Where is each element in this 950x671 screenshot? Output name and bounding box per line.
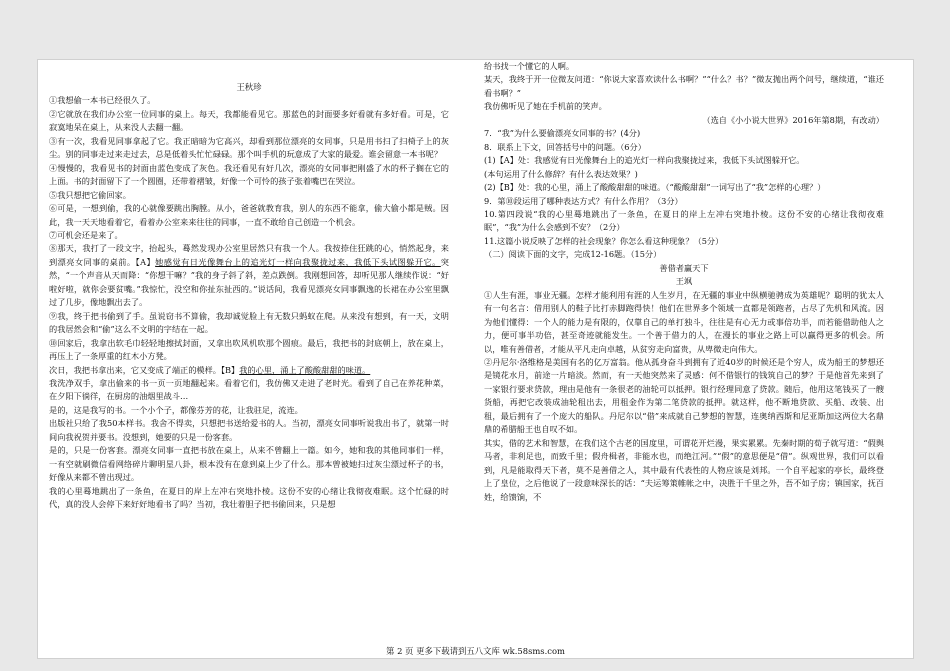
paragraph-text: 我仿佛听见了她在手机前的笑声。: [484, 101, 607, 112]
paragraph-text-continued: 突然，“一个声音从天而降：“你想干嘛？”我的身子斜了斜，差点跌倒。我刚想回答，却听见那人继续作说：“好啦好啦，就你会要贫嘴。”我惊忙，没空和你扯东扯西的。”说话间，我看见漂亮女同事飘逸的长裙在办公室里飘过了几步，像地飘出去了。: [49, 256, 449, 308]
paragraph-text: 其实，借的艺术和智慧，在我们这个古老的国度里，可谓花开烂漫，果实累累。先秦时期的荀子就写道：“假舆马者，非利足也，而致千里；假舟楫者，非能水也，而绝江河。”“假”的意思便是“借”。纵观世界，我们可以看到，凡是能取得天下者，莫不是善借之人，其中最有代表性的人物应该是刘邦。一个自平起家的亭长，最终登上了皇位，之后他说了一段意味深长的话：“夫运筹策帷帐之中，决胜于千里之外，吾不如子房；镇国家，抚百姓，给馈饷，不: [484, 437, 884, 502]
paragraph: [49, 485, 449, 512]
paragraph-text: 善借者赢天下: [659, 262, 709, 273]
paragraph-text: ⑩回家后，我拿出软毛巾轻轻地擦拭封面，又拿出吹风机吹那个圆痕。最后，我把书的封底朝上，放在桌上，再压上了一条厚重的红木小方凳。: [49, 337, 449, 362]
paragraph-text: 某天，我终于开一位微友问道：“你说大家喜欢读什么书啊？”“什么？书？”微友抛出两个问号，继续道，“谁还看书啊？”: [484, 74, 884, 98]
underlined-sentence: 我的心里，涌上了酸酸甜甜的味道。: [239, 364, 371, 375]
paragraph-text: 次日，我把书拿出来，它又变成了端正的模样。【B】: [49, 364, 240, 375]
paragraph-text: ①人生有涯，事业无疆。怎样才能利用有涯的人生岁月，在无疆的事业中纵横驰骋成为英雄呢？聪明的犹太人有一句名言：借用别人的鞋子比打赤脚跑得快！他们在世界多个领域一直都是领跑者，占尽了先机和风流。因为他们懂得：一个人的能力是有限的，仅靠自己的单打独斗，往往是有心无力或事倍功半，而若能借助他人之力，便可事半功倍，甚至奇迹就能发生。一个善于借力的人，在漫长的事业之路上可以赢得更多的机会。所以，唯有善借者，才能从平凡走向卓越，从贫穷走向富贵，从卑微走向伟大。: [484, 289, 884, 354]
underlined-sentence: 她感觉有日光像舞台上的追光灯一样向我聚拢过来，我低下头试图躲开它。: [155, 256, 441, 267]
paragraph: [484, 141, 884, 154]
right-column: [484, 60, 884, 504]
page-footer: 第 2 页 更多下载请到五八文库 wk.58sms.com: [386, 646, 565, 656]
paragraph: [49, 229, 449, 242]
paragraph-text: (本句运用了什么修辞？有什么表达效果？): [484, 168, 638, 179]
paragraph: [49, 162, 449, 189]
paragraph-text: （选自《小小说大世界》2016年第8期，有改动）: [702, 114, 884, 125]
paragraph: [484, 248, 884, 261]
paragraph-text: ⑦可机会还是来了。: [49, 229, 123, 240]
paragraph-text: 10.第四段说“我的心里蓦地跳出了一条鱼，在夏日的岸上左冲右突地扑棱。这份不安的心绪让我彻夜难眠”，“我”为什么会感到不安？（2分）: [484, 208, 884, 233]
paragraph: [49, 202, 449, 229]
paragraph-text: 9．第⑩段运用了哪种表达方式？有什么作用？（3分）: [484, 195, 683, 206]
paragraph-text: 王飒: [675, 276, 693, 287]
document-page: [38, 60, 913, 658]
left-column: [49, 60, 449, 512]
paragraph-text: ⑨我，终于把书偷到了手。虽说窃书不算偷，我却诚觉脸上有无数只蚂蚁在爬。从来没有想到，有一天，文明的我居然会和“偷”这么不文明的字结在一起。: [49, 310, 449, 335]
paragraph: [49, 364, 449, 377]
story-author: 王秋珍: [236, 82, 262, 92]
paragraph: [484, 73, 884, 100]
paragraph: [484, 181, 884, 194]
paragraph-text: 给书找一个懂它的人啊。: [484, 61, 575, 71]
paragraph: [484, 437, 884, 504]
paragraph: [484, 60, 884, 73]
paragraph: [484, 154, 884, 167]
paragraph: [484, 356, 884, 437]
paragraph-text: ⑧那天，我打了一段文字，抬起头，蓦然发现办公室里居然只有我一个人。我按捺住狂跳的心，悄然起身，来到漂亮女同事的桌前。【A】: [49, 243, 449, 267]
paragraph-text: 11.这篇小说反映了怎样的社会现象？你怎么看这种现象？（5分）: [484, 235, 724, 246]
paragraph-text: ③有一次，我看见同事拿起了它。我正暗暗为它高兴，却看到那位漂亮的女同事，只是用书扫了扫椅子上的灰尘。别的同事走过来走过去，总是低着头忙忙碌碌。那个叫手机的玩意成了大家的最爱。谁会留意一本书呢？: [49, 135, 449, 160]
paragraph-text: ①我想偷一本书已经很久了。: [49, 95, 156, 106]
paragraph: [484, 235, 884, 248]
paragraph: [49, 108, 449, 135]
paragraph: [49, 94, 449, 107]
paragraph-text: (1)【A】处：我感觉有日光像舞台上的追光灯一样向我聚拢过来，我低下头试图躲开它。: [484, 155, 805, 166]
paragraph: [484, 114, 884, 127]
paragraph-text: 是的，这是我写的书。一个小个子，都像芬芳的花，让我驻足，流连。: [49, 404, 303, 415]
paragraph: [49, 310, 449, 337]
paragraph-text: ②它就放在我们办公室一位同事的桌上。每天，我都能看见它。那蓝色的封面要多好看就有多好看。可是，它寂寞地呆在桌上，从来没人去翻一翻。: [49, 108, 449, 133]
paragraph-text: ⑤我只想把它偷回家。: [49, 189, 131, 200]
paragraph: [484, 100, 884, 113]
paragraph-text: 我洗净双手，拿出偷来的书一页一页地翻起来。看着它们，我仿佛又走进了老时光。看到了自己在养花种菜，在夕阳下徜徉，在厨房的油烟里战斗…: [49, 377, 449, 402]
paragraph: [484, 127, 884, 140]
paragraph-text: 7．“我”为什么要偷漂亮女同事的书？(4分): [484, 128, 641, 139]
paragraph: [484, 262, 884, 275]
paragraph: [49, 417, 449, 444]
paragraph: [49, 444, 449, 484]
paragraph: [49, 242, 449, 309]
paragraph-text: (2)【B】处：我的心里，涌上了酸酸甜甜的味道。（“酸酸甜甜”一词写出了“我”怎样的心理？）: [484, 182, 826, 193]
paragraph-text: ④慢慢的，我看见书的封面由蓝色变成了灰色。我还看见有好几次，漂亮的女同事把刚盛了水的杯子搁在它的上面。书的封面留下了一个圆圈，还带着褶皱，好像一个可怜的孩子张着嘴巴在哭泣。: [49, 162, 449, 187]
paragraph-text: 8．联系上下文，回答括号中的问题。（6分）: [484, 141, 646, 152]
paragraph: [49, 404, 449, 417]
paragraph-text: ⑥可是，一想到偷，我的心就像要跳出胸膛。从小，爸爸就教育我，别人的东西不能拿，偷大偷小都是贼。因此，我一天天地看着它，看着办公室来来往往的同事，一直不敢给自己创造一个机会。: [49, 203, 449, 227]
paragraph-text: ②丹尼尔·洛维格是美国有名的亿万富翁。他从孤身奋斗到拥有了近40岁的时候还是个穷人，成为船王的梦想还是镜花水月，前途一片暗淡。然而，有一天他突然来了灵感：何不借银行的钱筑自己的梦？于是他首先来到了一家银行要求贷款，理由是他有一条很老的油轮可以抵押。银行经理同意了贷款。随后，他用这笔钱买了一艘货船，再把它改装成油轮租出去，用租金作为第二笔贷款的抵押。就这样，他不断地贷款、买船、改装、出租，最后拥有了一个庞大的船队。丹尼尔以“借”来成就自己梦想的智慧，连奥纳西斯和尼亚斯加这两位大名鼎鼎的希腊船王也自叹不如。: [484, 356, 884, 435]
paragraph: [484, 275, 884, 288]
paragraph: [49, 135, 449, 162]
paragraph: [484, 195, 884, 208]
paragraph: [49, 189, 449, 202]
paragraph-text: （二）阅读下面的文字，完成12-16题。（15分）: [484, 249, 662, 260]
paragraph: [49, 377, 449, 404]
paragraph-text: 我的心里蓦地跳出了一条鱼，在夏日的岸上左冲右突地扑棱。这份不安的心绪让我彻夜难眠。这个忙碌的时代，真的没人会停下来好好地看书了吗？当初，我壮着胆子把书偷回来，只是想: [49, 485, 449, 510]
paragraph-text: 出版社只给了我50本样书。我舍不得卖，只想把书送给爱书的人。当初，漂亮女同事听说我出书了，就第一时间向我祝贺并要书。没想到，她要的只是一份客套。: [49, 418, 449, 442]
paragraph: [484, 208, 884, 235]
paragraph: [484, 168, 884, 181]
paragraph: [484, 289, 884, 356]
paragraph-text: 是的，只是一份客套。漂亮女同事一直把书放在桌上，从来不曾翻上一篇。如今，她和我的其他同事们一样，一有空就刷微信看网络碎片聊明星八卦，根本没有在意到桌上少了什么。那本曾被她扫过灰尘漂过杯子的书，好像从来都不曾出现过。: [49, 445, 449, 483]
paragraph: [49, 337, 449, 364]
